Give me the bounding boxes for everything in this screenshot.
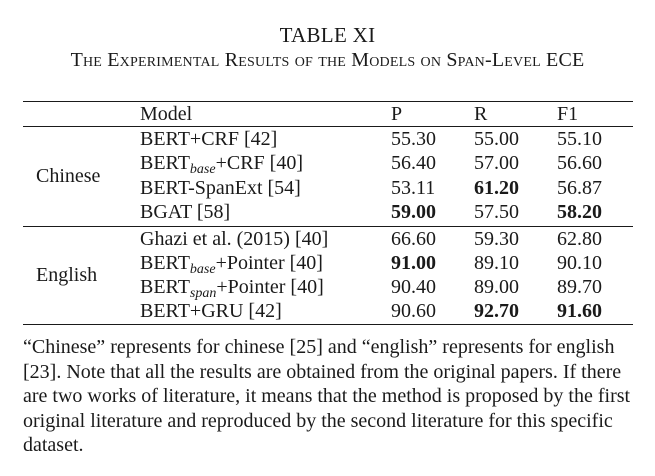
f1-cell-best: 91.60 [557,300,602,322]
model-cell: BGAT [58] [140,201,231,223]
table-caption: The Experimental Results of the Models on Span-Level ECE [70,49,585,71]
r-cell: 89.00 [474,276,519,298]
model-rest: +Pointer [40] [216,276,324,298]
f1-cell-best: 58.20 [557,201,602,223]
group-label-chinese: Chinese [36,165,101,187]
table-label: TABLE XI [279,23,376,47]
f1-cell: 56.87 [557,177,602,199]
p-cell-best: 59.00 [391,201,436,223]
model-rest: +CRF [40] [215,152,303,174]
f1-cell: 62.80 [557,228,602,250]
f1-cell: 90.10 [557,252,602,274]
header-r: R [474,103,488,125]
model-cell: BERT-SpanExt [54] [140,177,301,199]
p-cell: 66.60 [391,228,436,250]
p-cell: 55.30 [391,128,436,150]
bottom-rule [23,324,633,325]
header-rule [23,126,633,127]
f1-cell: 55.10 [557,128,602,150]
model-base: BERT [140,252,190,274]
header-model: Model [140,103,193,125]
r-cell: 57.50 [474,201,519,223]
model-cell: BERT+GRU [42] [140,300,282,322]
model-base: BERT [140,152,190,174]
p-cell-best: 91.00 [391,252,436,274]
model-rest: +Pointer [40] [215,252,323,274]
p-cell: 53.11 [391,177,436,199]
r-cell: 55.00 [474,128,519,150]
r-cell: 89.10 [474,252,519,274]
f1-cell: 56.60 [557,152,602,174]
top-rule [23,101,633,102]
model-cell: Ghazi et al. (2015) [40] [140,228,329,250]
header-f1: F1 [557,103,579,125]
model-subscript: span [189,286,217,301]
r-cell-best: 61.20 [474,177,519,199]
r-cell: 57.00 [474,152,519,174]
f1-cell: 89.70 [557,276,602,298]
model-base: BERT [140,276,190,298]
p-cell: 90.60 [391,300,436,322]
table-footnote: “Chinese” represents for chinese [25] and “english” represents for english [23]. Note that all the results are obtained from the original papers. If there are two works of literature, it means that the method is proposed by the first original literature and reproduced by the second literature for this specific dataset. [23,336,631,456]
p-cell: 90.40 [391,276,436,298]
header-p: P [391,103,403,125]
r-cell-best: 92.70 [474,300,519,322]
p-cell: 56.40 [391,152,436,174]
model-cell: BERT+CRF [42] [140,128,278,150]
r-cell: 59.30 [474,228,519,250]
model-subscript: base [189,162,216,177]
model-subscript: base [189,262,216,277]
group-label-english: English [36,264,98,286]
